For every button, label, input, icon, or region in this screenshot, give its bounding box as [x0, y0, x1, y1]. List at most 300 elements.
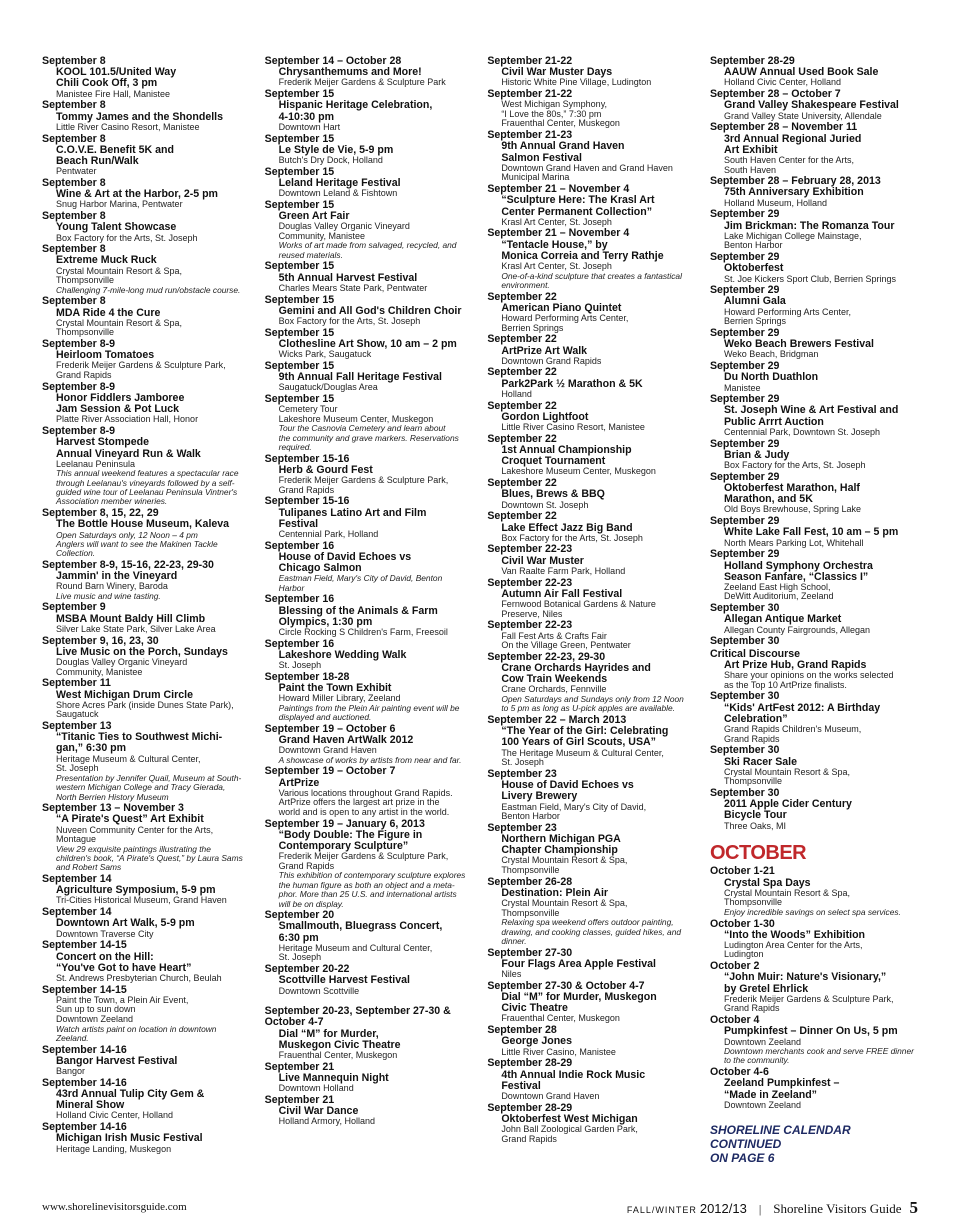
event-note: View 29 exquisite paintings illustrating the	[56, 843, 211, 854]
calendar-event	[265, 496, 477, 539]
event-title: 75th Anniversary Exhibition	[723, 186, 864, 199]
event-location: Box Factory for the Arts, St. Joseph	[56, 232, 198, 243]
event-title: Four Flags Area Apple Festival	[501, 957, 656, 970]
event-note: and Robert Sams	[56, 862, 122, 873]
event-location: Various locations throughout Grand Rapids.	[278, 787, 453, 798]
event-date: September 19 – October 6	[264, 722, 396, 735]
calendar-columns	[42, 56, 922, 1188]
event-title: “Made in Zeeland”	[723, 1088, 817, 1101]
calendar-event	[42, 134, 254, 177]
event-note: This exhibition of contemporary sculpture explores	[278, 870, 466, 881]
event-date: September 20-22	[264, 963, 350, 976]
calendar-event	[265, 454, 477, 496]
calendar-event	[710, 961, 922, 1014]
event-date: September 22-23	[487, 619, 573, 632]
event-title: 1st Annual Championship	[501, 444, 632, 456]
event-location: Downtown Zeeland	[723, 1099, 802, 1110]
event-note: Enjoy incredible savings on select spa services.	[723, 906, 901, 917]
event-location: St. Joseph	[278, 660, 322, 671]
event-note: Association member wineries.	[56, 496, 168, 507]
event-date: September 22-23	[487, 576, 573, 589]
event-date: September 8	[42, 176, 106, 189]
event-date: September 22	[487, 366, 557, 379]
event-date: September 15	[264, 165, 335, 178]
event-title: Chrysanthemums and More!	[278, 66, 422, 79]
event-date: September 9	[42, 601, 106, 614]
event-date: September 22-23	[487, 543, 573, 556]
event-note: Anglers will want to see the Makinen Tackle	[56, 538, 218, 549]
event-location: Grand Valley State University, Allendale	[723, 110, 882, 121]
event-title: Cow Train Weekends	[501, 673, 608, 686]
event-note: required.	[278, 442, 312, 453]
event-date: September 30	[709, 635, 780, 648]
event-date: September 20-23, September 27-30 &	[264, 1005, 451, 1018]
event-location: Pentwater	[56, 166, 97, 177]
calendar-event	[487, 715, 699, 768]
event-title: 4-10:30 pm	[278, 110, 335, 123]
event-title: Alumni Gala	[723, 295, 786, 308]
event-title: 6:30 pm	[278, 931, 319, 944]
calendar-event	[265, 361, 477, 393]
event-title: Crystal Spa Days	[723, 876, 811, 889]
calendar-event	[710, 89, 922, 121]
event-date: September 14-15	[42, 983, 127, 996]
event-date: September 19 – January 6, 2013	[264, 817, 425, 830]
footer-separator: |	[758, 1202, 762, 1216]
event-title: MDA Ride 4 the Cure	[56, 306, 161, 319]
event-date: September 21-22	[487, 88, 573, 101]
calendar-event	[265, 295, 477, 327]
event-title: “John Muir: Nature's Visionary,”	[723, 971, 887, 984]
event-note: Open Saturdays and Sundays only from 12 Noon	[501, 693, 684, 704]
event-title: Chapter Championship	[501, 844, 618, 857]
calendar-event	[42, 1045, 254, 1077]
calendar-event	[710, 516, 922, 548]
event-location: Wicks Park, Saugatuck	[278, 349, 372, 360]
event-title: House of David Echoes vs	[501, 779, 634, 792]
event-location: Community, Manistee	[278, 230, 366, 241]
event-title: Grand Valley Shakespeare Festival	[723, 99, 899, 112]
calendar-event	[710, 603, 922, 635]
calendar-event	[487, 56, 699, 88]
event-location: as the Top 10 ArtPrize finalists.	[723, 679, 847, 690]
footer-year: 2012/13	[699, 1201, 747, 1216]
event-title: Pumpkinfest – Dinner On Us, 5 pm	[723, 1025, 898, 1038]
event-title: Holland Symphony Orchestra	[723, 559, 873, 572]
event-location: Benton Harbor	[501, 811, 560, 822]
event-title: Tulipanes Latino Art and Film	[278, 506, 427, 519]
event-location: Lakeshore Museum Center, Muskegon	[501, 466, 656, 477]
event-date: September 29	[709, 251, 780, 264]
event-location: Montague	[56, 834, 97, 845]
event-date: September 14-16	[42, 1076, 127, 1089]
event-location: ArtPrize offers the largest art prize in the	[278, 797, 440, 808]
event-location: Historic White Pine Village, Ludington	[501, 77, 652, 88]
event-date: September 16	[264, 637, 335, 650]
event-date: September 29	[709, 284, 780, 297]
event-location: Little River Casino Resort, Manistee	[501, 422, 645, 433]
event-location: Downtown Traverse City	[56, 928, 154, 939]
event-location: Downtown Zeeland	[56, 1014, 134, 1024]
event-location: Howard Miller Library, Zeeland	[278, 693, 401, 704]
event-date: September 22-23, 29-30	[487, 650, 606, 663]
event-title: 5th Annual Harvest Festival	[278, 271, 418, 284]
event-location: Frederik Meijer Gardens & Sculpture Park,	[723, 993, 894, 1004]
calendar-event	[710, 745, 922, 787]
event-location: Snug Harbor Marina, Pentwater	[56, 199, 183, 210]
footer-url[interactable]: www.shorelinevisitorsguide.com	[42, 1201, 187, 1213]
event-date: September 9, 16, 23, 30	[42, 634, 159, 647]
column-4	[710, 56, 922, 1188]
calendar-event	[42, 382, 254, 425]
event-title: AAUW Annual Used Book Sale	[723, 66, 879, 79]
event-location: Heritage Museum and Cultural Center,	[278, 942, 433, 953]
event-date: September 8	[42, 99, 106, 112]
event-title: Scottville Harvest Festival	[278, 974, 410, 987]
calendar-event	[487, 228, 699, 290]
event-location: Fall Fest Arts & Crafts Fair	[501, 630, 607, 641]
event-title: “Body Double: The Figure in	[278, 828, 423, 841]
event-note: Presentation by Jennifer Quail, Museum at South-	[56, 772, 242, 783]
event-location: Downtown Scottville	[278, 985, 360, 996]
event-date: October 1-30	[709, 917, 775, 930]
event-date: October 4-6	[709, 1066, 769, 1079]
event-note: A showcase of works by artists from near and far.	[278, 754, 462, 765]
event-title: Olympics, 1:30 pm	[278, 615, 373, 628]
event-location: Frederik Meijer Gardens & Sculpture Park,	[278, 475, 449, 486]
calendar-event	[710, 209, 922, 251]
calendar-event	[265, 910, 477, 963]
event-title: Live Music on the Porch, Sundays	[56, 645, 228, 658]
calendar-event	[487, 334, 699, 366]
column-3	[487, 56, 699, 1188]
event-location: Nuveen Community Center for the Arts,	[56, 824, 214, 835]
event-title: Muskegon Civic Theatre	[278, 1038, 401, 1051]
event-title: Civil War Muster	[501, 554, 584, 567]
calendar-event	[42, 1122, 254, 1154]
event-location: Community, Manistee	[56, 666, 143, 677]
event-title: Art Prize Hub, Grand Rapids	[723, 658, 867, 671]
footer-publication: Shoreline Visitors Guide	[773, 1201, 902, 1216]
event-date: September 13 – November 3	[42, 802, 184, 815]
event-date: September 15	[264, 359, 335, 372]
event-date: September 22	[487, 333, 557, 346]
event-date: October 4	[709, 1014, 760, 1027]
event-location: South Haven	[723, 164, 777, 175]
event-title: Michigan Irish Music Festival	[56, 1132, 203, 1145]
event-date: September 15-16	[264, 495, 350, 508]
event-location: Manistee Fire Hall, Manistee	[56, 88, 171, 99]
event-date: September 8-9	[42, 338, 116, 350]
calendar-event	[42, 100, 254, 132]
footer-season: FALL/WINTER	[626, 1205, 697, 1215]
calendar-event	[487, 544, 699, 576]
calendar-event	[265, 167, 477, 199]
calendar-event	[487, 292, 699, 334]
event-title: “Titanic Ties to Southwest Michi-	[56, 731, 223, 744]
event-date: September 21 – November 4	[487, 183, 630, 196]
event-title: “Tentacle House,” by	[501, 238, 608, 251]
event-title: 3rd Annual Regional Juried	[723, 132, 862, 145]
event-location: Saugatuck	[56, 709, 99, 720]
calendar-event	[265, 541, 477, 593]
event-location: Bangor	[56, 1065, 86, 1076]
continued-note	[710, 1124, 922, 1165]
event-date: September 18-28	[264, 670, 350, 683]
event-location: Ludington Area Center for the Arts,	[723, 939, 863, 950]
calendar-event	[42, 178, 254, 210]
event-title: Heirloom Tomatoes	[56, 349, 155, 362]
event-location: Charles Mears State Park, Pentwater	[278, 282, 428, 293]
event-location: Crystal Mountain Resort & Spa,	[723, 887, 851, 898]
calendar-event	[487, 620, 699, 650]
calendar-event	[487, 130, 699, 183]
event-date: September 29	[709, 208, 780, 221]
event-title: Northern Michigan PGA	[501, 833, 621, 845]
event-title: Beach Run/Walk	[56, 154, 139, 167]
calendar-event	[42, 56, 254, 99]
event-location: Platte River Association Hall, Honor	[56, 414, 199, 425]
event-title: Season Fanfare, “Classics I”	[723, 570, 869, 583]
event-date: September 22	[487, 510, 557, 523]
event-date: September 8-9	[42, 425, 116, 438]
calendar-event	[710, 285, 922, 327]
calendar-event	[710, 866, 922, 917]
event-title: 9th Annual Fall Heritage Festival	[278, 371, 442, 384]
event-title: Herb & Gourd Fest	[278, 463, 373, 476]
event-title: Jammin' in the Vineyard	[56, 570, 178, 583]
calendar-event	[265, 1006, 477, 1060]
page-footer	[42, 1198, 918, 1218]
event-date: September 16	[264, 539, 335, 552]
event-title: Marathon, and 5K	[723, 493, 813, 506]
calendar-event	[42, 678, 254, 720]
calendar-event	[265, 819, 477, 909]
october-slot	[710, 843, 922, 1165]
event-title: Oktoberfest West Michigan	[501, 1112, 638, 1125]
event-location: Frauenthal Center, Muskegon	[501, 1013, 620, 1024]
calendar-event	[710, 549, 922, 602]
event-location: Lake Michigan College Mainstage,	[723, 230, 862, 241]
event-date: September 20	[264, 909, 335, 922]
event-title: Young Talent Showcase	[56, 221, 177, 234]
event-note: Zeeland.	[56, 1032, 89, 1043]
calendar-event	[487, 769, 699, 822]
event-date: September 29	[709, 360, 780, 373]
october-heading: OCTOBER	[709, 842, 807, 865]
calendar-event	[265, 200, 477, 260]
event-date: September 30	[709, 744, 780, 757]
event-title: Hispanic Heritage Celebration,	[278, 99, 433, 112]
event-location: Centennial Park, Downtown St. Joseph	[723, 426, 881, 437]
event-title: Honor Fiddlers Jamboree	[56, 391, 185, 404]
event-location: Lakeshore Museum Center, Muskegon	[278, 413, 434, 424]
event-location: Crystal Mountain Resort & Spa,	[501, 855, 628, 866]
event-date: September 22	[487, 290, 557, 303]
event-note: reused materials.	[278, 249, 343, 260]
event-title: George Jones	[501, 1035, 572, 1048]
event-date: September 23	[487, 821, 557, 834]
event-date: September 15	[264, 198, 335, 211]
event-date: September 8-9, 15-16, 22-23, 29-30	[42, 558, 214, 571]
event-date: September 11	[42, 677, 111, 690]
event-location: Grand Rapids	[723, 1003, 780, 1014]
event-title: Concert on the Hill:	[56, 950, 154, 963]
event-location: Downtown Grand Haven	[278, 745, 377, 756]
event-title: MSBA Mount Baldy Hill Climb	[56, 612, 206, 625]
event-title: Jim Brickman: The Romanza Tour	[723, 219, 895, 232]
event-title: Du North Duathlon	[723, 371, 819, 384]
event-title: St. Joseph Wine & Art Festival and	[723, 404, 899, 417]
event-title: Weko Beach Brewers Festival	[723, 338, 874, 351]
event-date: September 21-22	[487, 55, 573, 67]
calendar-event	[42, 602, 254, 634]
calendar-event	[487, 434, 699, 477]
event-note: to the community.	[723, 1055, 790, 1066]
event-location: Old Boys Brewhouse, Spring Lake	[723, 504, 862, 515]
event-title: Chicago Salmon	[278, 562, 362, 575]
event-date: September 14-16	[42, 1121, 127, 1134]
event-location: Van Raalte Farm Park, Holland	[501, 565, 626, 576]
calendar-event	[487, 367, 699, 399]
event-location: Holland	[501, 388, 532, 399]
event-title: Lake Effect Jazz Big Band	[501, 521, 633, 534]
event-location: Holland Civic Center, Holland	[723, 77, 842, 88]
event-location: Grand Rapids	[501, 1133, 557, 1144]
event-location: St. Joseph	[278, 952, 322, 963]
event-title: “You've Got to have Heart”	[56, 961, 192, 974]
calendar-event	[265, 766, 477, 817]
event-note: to 5 pm as long as U-pick apples are available.	[501, 703, 675, 714]
event-date: September 8	[42, 132, 106, 145]
event-location: Box Factory for the Arts, St. Joseph	[723, 460, 866, 471]
page-number: 5	[909, 1198, 918, 1217]
event-note: Downtown merchants cook and serve FREE dinner	[723, 1046, 914, 1057]
event-title: “Kids' ArtFest 2012: A Birthday	[723, 701, 881, 714]
event-date: Critical Discourse	[709, 647, 801, 660]
event-location: Douglas Valley Organic Vineyard	[278, 221, 410, 232]
event-location: Downtown Hart	[278, 121, 341, 132]
event-location: South Haven Center for the Arts,	[723, 154, 855, 165]
event-title: 100 Years of Girl Scouts, USA”	[501, 736, 656, 749]
event-location: Downtown Grand Rapids	[501, 355, 602, 366]
event-note: North Berrien History Museum	[56, 791, 169, 802]
event-title: “The Year of the Girl: Celebrating	[501, 725, 669, 738]
event-location: Downtown Grand Haven	[501, 1090, 600, 1101]
calendar-event	[265, 724, 477, 765]
event-location: Thompsonville	[501, 864, 560, 875]
calendar-event	[710, 649, 922, 691]
event-date: September 29	[709, 548, 780, 561]
event-title: Public Arrrt Auction	[723, 415, 824, 428]
event-date: September 29	[709, 326, 780, 339]
event-date: September 15	[264, 326, 335, 339]
event-title: Le Style de Vie, 5-9 pm	[278, 143, 394, 156]
event-title: Oktoberfest Marathon, Half	[723, 481, 860, 494]
event-title: Oktoberfest	[723, 262, 784, 275]
event-title: Clothesline Art Show, 10 am – 2 pm	[278, 337, 457, 350]
calendar-event	[42, 426, 254, 507]
event-date: September 22	[487, 477, 557, 490]
event-title: Destination: Plein Air	[501, 886, 609, 899]
event-location: Butch's Dry Dock, Holland	[278, 154, 383, 165]
event-note: Harbor	[278, 582, 305, 593]
event-date: September 30	[709, 602, 780, 615]
event-title: Dial “M” for Murder, Muskegon	[501, 990, 657, 1003]
event-title: Brian & Judy	[723, 448, 790, 461]
event-date: September 8	[42, 295, 106, 308]
event-date: September 14	[42, 906, 112, 919]
event-title: Celebration”	[723, 712, 788, 725]
event-location: Downtown Zeeland	[723, 1036, 802, 1047]
calendar-event	[487, 511, 699, 543]
calendar-event	[42, 296, 254, 338]
event-location: Box Factory for the Arts, St. Joseph	[501, 532, 643, 543]
event-date: September 21-23	[487, 129, 573, 142]
event-date: September 27-30 & October 4-7	[487, 979, 645, 992]
event-location: Thompsonville	[723, 776, 782, 787]
event-date: September 28-29	[487, 1057, 573, 1070]
calendar-event	[710, 176, 922, 208]
calendar-event	[710, 122, 922, 175]
event-title: “Into the Woods” Exhibition	[723, 928, 866, 941]
event-location: Little River Casino Resort, Manistee	[56, 121, 200, 132]
event-location: Niles	[501, 969, 522, 980]
event-title: Bangor Harvest Festival	[56, 1054, 178, 1067]
event-note: This annual weekend features a spectacular race	[56, 468, 239, 479]
event-date: September 21	[264, 1093, 335, 1106]
event-location: Share your opinions on the works selected	[723, 670, 894, 681]
calendar-event	[710, 252, 922, 284]
event-title: Crane Orchards Hayrides and	[501, 662, 651, 674]
event-date: October 1-21	[709, 865, 775, 878]
calendar-event	[265, 1062, 477, 1094]
calendar-event	[487, 478, 699, 510]
event-location: North Mears Parking Lot, Whitehall	[723, 537, 864, 548]
event-title: “A Pirate's Quest” Art Exhibit	[56, 813, 204, 826]
event-location: Holland Museum, Holland	[723, 197, 828, 208]
calendar-event	[710, 361, 922, 393]
event-note: through Leelanau's vineyards followed by a self-	[56, 477, 235, 488]
event-title: Festival	[501, 1079, 541, 1092]
event-note: Open Saturdays only, 12 Noon – 4 pm	[56, 529, 198, 540]
event-location: Thompsonville	[56, 275, 115, 286]
event-title: Autumn Air Fall Festival	[501, 587, 623, 600]
event-location: Fernwood Botanical Gardens & Nature	[501, 599, 656, 610]
event-title: Dial “M” for Murder,	[278, 1027, 379, 1040]
calendar-event	[42, 211, 254, 243]
event-location: St. Joseph	[501, 757, 544, 768]
event-date: September 29	[709, 470, 780, 483]
event-location: Thompsonville	[501, 907, 560, 918]
event-title: 9th Annual Grand Haven	[501, 140, 625, 153]
calendar-event	[265, 639, 477, 671]
event-title: Wine & Art at the Harbor, 2-5 pm	[56, 188, 218, 201]
event-title: Bicycle Tour	[723, 809, 787, 822]
event-title: gan,” 6:30 pm	[56, 742, 127, 755]
event-title: Salmon Festival	[501, 151, 582, 164]
event-title: West Michigan Drum Circle	[56, 688, 193, 701]
event-location: Sun up to sun down	[56, 1004, 136, 1015]
event-location: West Michigan Symphony,	[501, 99, 608, 110]
calendar-event	[710, 691, 922, 744]
event-date: October 4-7	[264, 1016, 324, 1029]
event-title: Civil War Muster Days	[501, 66, 613, 79]
event-note: Relaxing spa weekend offers outdoor painting,	[501, 917, 674, 928]
event-date: September 22 – March 2013	[487, 713, 627, 726]
event-location: Heritage Landing, Muskegon	[56, 1143, 172, 1154]
event-location: Heritage Museum & Cultural Center,	[56, 753, 201, 764]
